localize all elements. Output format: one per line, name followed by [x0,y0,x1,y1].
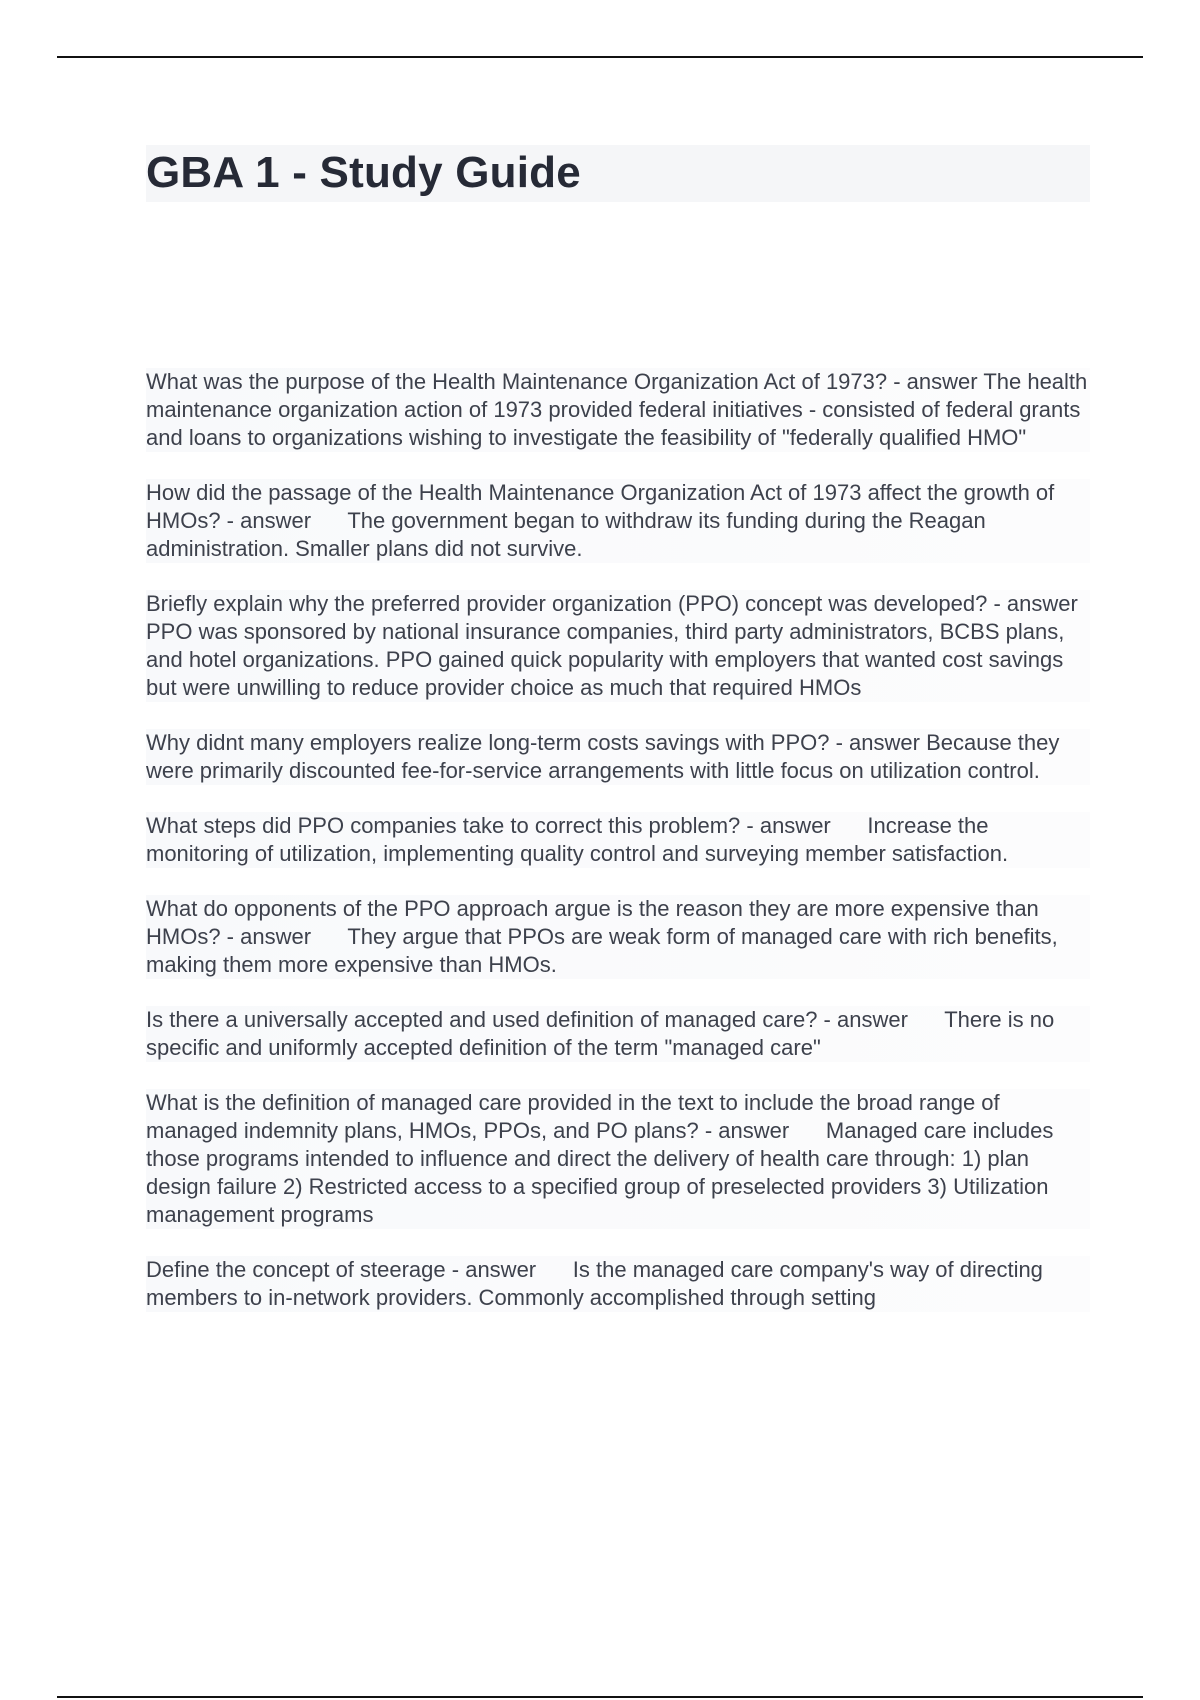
question: What do opponents of the PPO approach argue is the reason they are more expensive than HMOs? [146,896,1045,949]
qa-item [146,1006,1090,1062]
answer: Increase the monitoring of utilization, implementing quality control and surveying member satisfaction. [146,813,1009,866]
question: What steps did PPO companies take to correct this problem? [146,813,741,838]
question: What is the definition of managed care provided in the text to include the broad range of managed indemnity plans, HMOs, PPOs, and PO plans? [146,1090,1006,1143]
bottom-rule [57,1696,1143,1698]
answer: PPO was sponsored by national insurance companies, third party administrators, BCBS plans, and hotel organizations. PPO gained quick popularity with employers that wanted cost savings but were unwilling to reduce provider choice as much that required HMOs [146,591,1115,700]
qa-item [146,368,1094,452]
answer-separator: - answer [220,508,318,533]
answer-separator: - answer [887,369,984,394]
answer: The health maintenance organization action of 1973 provided federal initiatives - consisted of federal grants and loans to organizations wishing to investigate the feasibility of "federally qualified HMO" [146,369,1094,450]
question: Is there a universally accepted and used definition of managed care? [146,1007,818,1032]
qa-item [146,895,1090,979]
answer-separator: - answer [740,813,837,838]
answer-separator: - answer [445,1257,543,1282]
top-rule [57,56,1143,58]
question: How did the passage of the Health Maintenance Organization Act of 1973 affect the growth of HMOs? [146,480,1061,533]
qa-item [146,729,1090,785]
question: Define the concept of steerage [146,1257,446,1282]
answer-separator: - answer [220,924,318,949]
answer: There is no specific and uniformly accepted definition of the term "managed care" [146,1007,1061,1060]
page-title: GBA 1 - Study Guide [146,148,581,197]
qa-item [146,1256,1090,1312]
answer-separator: - answer [987,591,1084,616]
answer-separator: - answer [817,1007,915,1032]
answer: Is the managed care company's way of directing members to in-network providers. Commonly accomplished through setting [146,1257,1050,1310]
answer-separator: - answer [829,730,927,755]
answer: They argue that PPOs are weak form of managed care with rich benefits, making them more expensive than HMOs. [146,924,1064,977]
qa-item [146,812,1090,868]
question: Why didnt many employers realize long-term costs savings with PPO? [146,730,830,755]
qa-item [146,1089,1090,1229]
qa-list [146,368,1115,1339]
answer: Because they were primarily discounted fee-for-service arrangements with little focus on utilization control. [146,730,1066,783]
answer-separator: - answer [698,1118,796,1143]
answer: The government began to withdraw its funding during the Reagan administration. Smaller plans did not survive. [146,508,992,561]
answer: Managed care includes those programs intended to influence and direct the delivery of health care through: 1) plan design failure 2) Restricted access to a specified group of preselected providers 3) Utilization management programs [146,1118,1060,1227]
qa-item [146,479,1090,563]
question: What was the purpose of the Health Maintenance Organization Act of 1973? [146,369,888,394]
qa-item [146,590,1115,702]
question: Briefly explain why the preferred provider organization (PPO) concept was developed? [146,591,988,616]
